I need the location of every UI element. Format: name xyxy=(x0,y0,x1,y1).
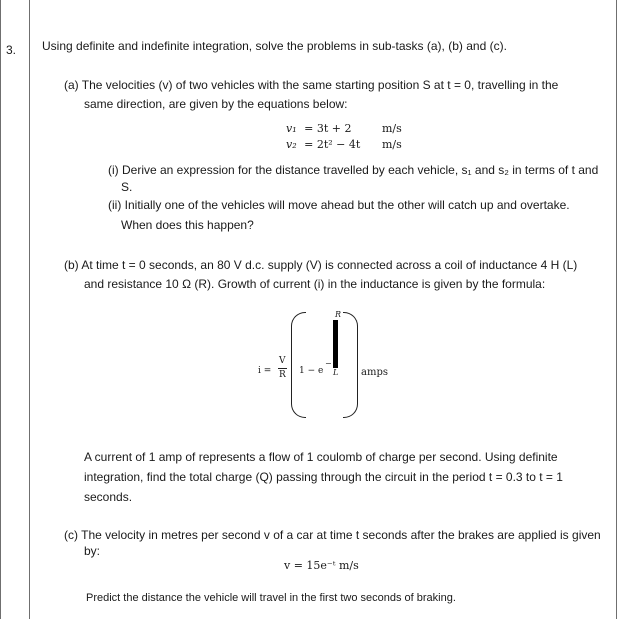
subtask-i-line-1: (i) Derive an expression for the distance travelled by each vehicle, s₁ and s₂ in terms of t and xyxy=(108,163,599,177)
formula-right-bracket xyxy=(343,312,358,418)
equation-v1 xyxy=(286,122,402,135)
subtask-i-line-2: S. xyxy=(121,180,133,194)
formula-unit: amps xyxy=(361,367,388,378)
formula-fraction-numerator: V xyxy=(279,356,286,366)
part-b-paragraph-3: seconds. xyxy=(84,490,133,504)
formula-fraction-denominator: R xyxy=(279,370,286,380)
part-b-line-2: and resistance 10 Ω (R). Growth of current (i) in the inductance is given by the formula: xyxy=(84,277,546,291)
part-a-line-1: (a) The velocities (v) of two vehicles with the same starting position S at t = 0, travelling in the xyxy=(64,78,559,92)
formula-body: 1 − e xyxy=(299,366,324,376)
question-number: 3. xyxy=(6,43,17,57)
equation-v2-lhs: v₂ xyxy=(286,138,297,151)
exponent-denominator: L xyxy=(333,368,339,377)
equation-v2-rhs: = 2t² − 4t xyxy=(304,138,361,151)
part-c-line-2: by: xyxy=(84,544,101,558)
part-b-line-1: (b) At time t = 0 seconds, an 80 V d.c. supply (V) is connected across a coil of inductance 4 H (L) xyxy=(64,258,578,272)
part-c-line-1: (c) The velocity in metres per second v of a car at time t seconds after the brakes are applied is given xyxy=(64,528,601,542)
part-a-line-2: same direction, are given by the equations below: xyxy=(84,97,348,111)
formula-fraction-bar xyxy=(278,368,287,369)
formula-lhs: i = xyxy=(258,366,272,376)
part-b-paragraph-1: A current of 1 amp of represents a flow of 1 coulomb of charge per second. Using definite xyxy=(84,450,558,464)
equation-v1-lhs: v₁ xyxy=(286,122,297,135)
right-margin-line xyxy=(616,0,617,619)
exponent-numerator: R xyxy=(335,310,342,319)
equation-v1-unit: m/s xyxy=(382,122,402,135)
equation-v2-unit: m/s xyxy=(382,138,402,151)
subtask-ii-line-1: (ii) Initially one of the vehicles will move ahead but the other will catch up and overtake. xyxy=(108,198,570,212)
part-c-equation: v = 15e⁻ᵗ m/s xyxy=(284,559,359,572)
equation-v1-rhs: = 3t + 2 xyxy=(304,122,352,135)
equation-v2 xyxy=(286,138,402,151)
subtask-ii-line-2: When does this happen? xyxy=(121,218,254,232)
left-margin-line xyxy=(0,0,1,619)
question-column-divider xyxy=(29,0,30,619)
question-intro: Using definite and indefinite integration, solve the problems in sub-tasks (a), (b) and (c). xyxy=(42,39,507,53)
part-b-paragraph-2: integration, find the total charge (Q) passing through the circuit in the period t = 0.3 to t = 1 xyxy=(84,470,563,484)
exponent-fraction-bar xyxy=(333,320,338,368)
formula-left-bracket xyxy=(291,312,306,418)
part-c-predict: Predict the distance the vehicle will travel in the first two seconds of braking. xyxy=(86,592,456,604)
exponent-minus-sign: − xyxy=(325,359,332,368)
